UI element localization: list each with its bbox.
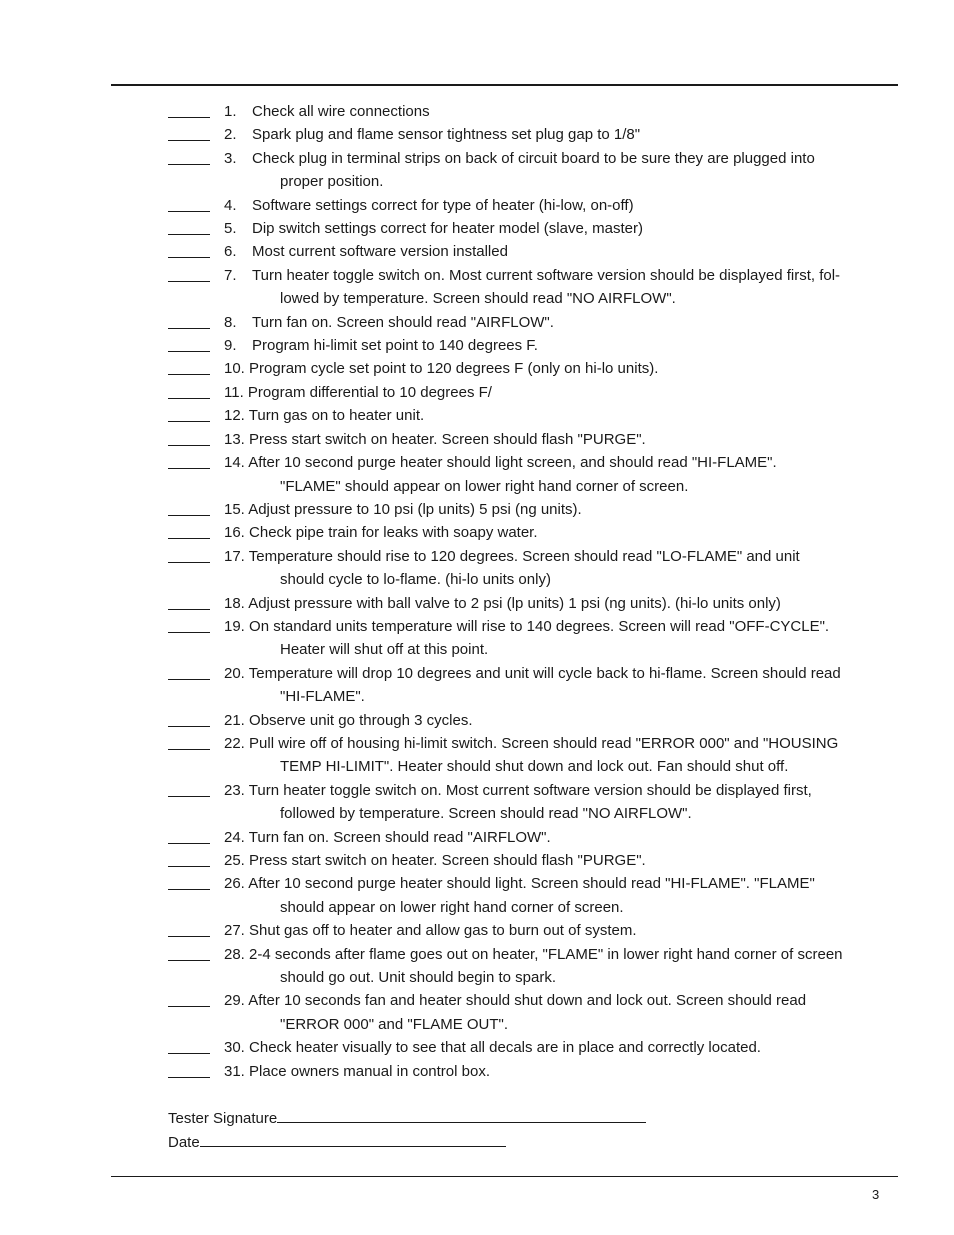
checklist-item: [0, 521, 954, 544]
date-line: [168, 1131, 506, 1151]
checklist-item: [0, 264, 954, 311]
check-blank: [168, 313, 210, 329]
checklist-item: [0, 732, 954, 779]
checklist-item-number: 12.: [224, 407, 245, 425]
checklist-item-line: [0, 147, 954, 170]
check-blank: [168, 266, 210, 282]
tester-signature-line: [168, 1107, 646, 1127]
checklist-item-text: Adjust pressure to 10 psi (lp units) 5 psi (ng units).: [248, 500, 582, 518]
checklist-item-number: 30.: [224, 1039, 245, 1057]
checklist-item-line: [0, 194, 954, 217]
checklist-item-number: 8.: [224, 313, 237, 331]
checklist-item-text: After 10 second purge heater should light. Screen should read "HI-FLAME". "FLAME": [248, 875, 815, 893]
checklist-item-line: [0, 357, 954, 380]
checklist-item-number: 20.: [224, 664, 245, 682]
inspection-checklist: [0, 100, 954, 1083]
checklist-item-text: Press start switch on heater. Screen should flash "PURGE".: [249, 852, 646, 869]
checklist-item-line: [0, 919, 954, 942]
check-blank: [168, 874, 210, 890]
checklist-item-number: 24.: [224, 828, 245, 846]
checklist-item-line: [0, 521, 954, 544]
checklist-item-line: [0, 943, 954, 966]
checklist-item: [0, 123, 954, 146]
check-blank: [168, 523, 210, 539]
checklist-item-number: 14.: [224, 454, 245, 472]
checklist-item-number: 21.: [224, 711, 245, 729]
checklist-item: [0, 1036, 954, 1059]
checklist-item: [0, 615, 954, 662]
check-blank: [168, 851, 210, 867]
checklist-item-line: [0, 1036, 954, 1059]
checklist-item-number: 7.: [224, 266, 237, 284]
checklist-item-text: Program differential to 10 degrees F/: [247, 383, 492, 401]
check-blank: [168, 336, 210, 352]
checklist-item-number: 18.: [224, 594, 245, 612]
checklist-item-continuation: "ERROR 000" and "FLAME OUT".: [280, 1015, 509, 1033]
checklist-item: [0, 240, 954, 263]
checklist-item-continuation: TEMP HI-LIMIT". Heater should shut down and lock out. Fan should shut off.: [280, 758, 789, 776]
checklist-item-line: [0, 849, 954, 872]
checklist-item-text: Shut gas off to heater and allow gas to burn out of system.: [249, 922, 637, 940]
checklist-item-line: [0, 381, 954, 404]
checklist-item-text: Temperature should rise to 120 degrees. Screen should read "LO-FLAME" and unit: [248, 547, 800, 565]
tester-signature-label: Tester Signature: [168, 1110, 278, 1127]
check-blank: [168, 242, 210, 258]
checklist-item-text: Check plug in terminal strips on back of circuit board to be sure they are plugged into: [252, 149, 815, 167]
check-blank: [168, 734, 210, 750]
checklist-item: [0, 311, 954, 334]
checklist-item: [0, 826, 954, 849]
checklist-item: [0, 662, 954, 709]
check-blank: [168, 921, 210, 937]
checklist-item-text: Turn fan on. Screen should read "AIRFLOW".: [248, 828, 551, 846]
checklist-item-continuation: "HI-FLAME".: [280, 688, 365, 706]
checklist-item: [0, 592, 954, 615]
checklist-item-number: 17.: [224, 547, 245, 565]
checklist-item-text: Pull wire off of housing hi-limit switch. Screen should read "ERROR 000" and "HOUSING: [249, 734, 839, 752]
checklist-item-text: Most current software version installed: [252, 243, 508, 261]
checklist-item-text: Turn fan on. Screen should read "AIRFLOW".: [252, 313, 554, 331]
checklist-item-continuation: should appear on lower right hand corner of screen.: [280, 898, 624, 916]
checklist-item-text: Temperature will drop 10 degrees and unit will cycle back to hi-flame. Screen should read: [248, 664, 841, 682]
check-blank: [168, 991, 210, 1007]
check-blank: [168, 430, 210, 446]
checklist-item-number: 11.: [224, 383, 244, 401]
checklist-item-text: Turn heater toggle switch on. Most current software version should be displayed first,: [248, 781, 812, 799]
check-blank: [168, 945, 210, 961]
checklist-item-continuation: should cycle to lo-flame. (hi-lo units only): [280, 571, 551, 589]
checklist-item: [0, 404, 954, 427]
checklist-item-continuation: followed by temperature. Screen should read "NO AIRFLOW".: [280, 805, 692, 823]
checklist-item-continuation: should go out. Unit should begin to spark.: [280, 969, 557, 987]
checklist-item: [0, 381, 954, 404]
checklist-item: [0, 989, 954, 1036]
checklist-item-line: [0, 826, 954, 849]
checklist-item-line: [0, 709, 954, 732]
checklist-item-text: Spark plug and flame sensor tightness set plug gap to 1/8": [252, 126, 641, 144]
checklist-item-line: [0, 217, 954, 240]
checklist-item-number: 27.: [224, 922, 245, 940]
checklist-item-line: [0, 662, 954, 685]
check-blank: [168, 781, 210, 797]
checklist-item-number: 22.: [224, 734, 245, 752]
checklist-item: [0, 357, 954, 380]
checklist-item-line: [0, 264, 954, 287]
checklist-item: [0, 919, 954, 942]
checklist-item-line: [0, 872, 954, 895]
checklist-item-line: [0, 592, 954, 615]
checklist-item-number: 31.: [224, 1062, 245, 1080]
check-blank: [168, 547, 210, 563]
checklist-item-text: Software settings correct for type of heater (hi-low, on-off): [252, 196, 634, 214]
checklist-item-line: [0, 498, 954, 521]
checklist-item: [0, 943, 954, 990]
check-blank: [168, 102, 210, 118]
date-blank: [200, 1131, 506, 1147]
check-blank: [168, 359, 210, 375]
checklist-item: [0, 428, 954, 451]
date-label: Date: [168, 1134, 200, 1151]
checklist-item-line: [0, 428, 954, 451]
checklist-item-text: Check pipe train for leaks with soapy water.: [249, 524, 538, 542]
check-blank: [168, 406, 210, 422]
checklist-item-number: 25.: [224, 852, 245, 869]
checklist-item: [0, 1060, 954, 1083]
checklist-item-number: 4.: [224, 196, 237, 214]
checklist-item: [0, 498, 954, 521]
checklist-item-number: 9.: [224, 337, 237, 355]
checklist-item-text: After 10 second purge heater should light screen, and should read "HI-FLAME".: [248, 454, 777, 472]
check-blank: [168, 453, 210, 469]
checklist-item-number: 26.: [224, 875, 245, 893]
check-blank: [168, 664, 210, 680]
check-blank: [168, 1038, 210, 1054]
check-blank: [168, 711, 210, 727]
checklist-item: [0, 545, 954, 592]
checklist-item: [0, 147, 954, 194]
checklist-item-text: Turn gas on to heater unit.: [248, 407, 425, 425]
checklist-item-number: 5.: [224, 220, 237, 238]
checklist-item: [0, 709, 954, 732]
checklist-item-text: Adjust pressure with ball valve to 2 psi (lp units) 1 psi (ng units). (hi-lo units only): [248, 594, 781, 612]
checklist-item-line: [0, 100, 954, 123]
checklist-item-text: Press start switch on heater. Screen should flash "PURGE".: [249, 430, 646, 448]
check-blank: [168, 594, 210, 610]
checklist-item-number: 29.: [224, 992, 245, 1010]
checklist-item: [0, 872, 954, 919]
checklist-item-number: 23.: [224, 781, 245, 799]
check-blank: [168, 219, 210, 235]
checklist-item-text: Program hi-limit set point to 140 degrees F.: [252, 337, 538, 355]
checklist-item-text: Dip switch settings correct for heater model (slave, master): [252, 220, 643, 238]
checklist-item-number: 2.: [224, 126, 237, 144]
checklist-item-continuation: Heater will shut off at this point.: [280, 641, 489, 659]
checklist-item: [0, 334, 954, 357]
checklist-item-line: [0, 240, 954, 263]
checklist-item-number: 3.: [224, 149, 237, 167]
checklist-item-text: Program cycle set point to 120 degrees F (only on hi-lo units).: [249, 360, 659, 378]
checklist-item-line: [0, 615, 954, 638]
header-rule: [111, 84, 898, 86]
checklist-item-text: Place owners manual in control box.: [249, 1062, 490, 1080]
check-blank: [168, 125, 210, 141]
checklist-item: [0, 217, 954, 240]
page-number: 3: [872, 1187, 880, 1202]
checklist-item-number: 15.: [224, 500, 245, 518]
checklist-item-continuation: lowed by temperature. Screen should read "NO AIRFLOW".: [280, 290, 676, 308]
checklist-item-text: After 10 seconds fan and heater should shut down and lock out. Screen should read: [248, 992, 807, 1010]
checklist-item-line: [0, 779, 954, 802]
check-blank: [168, 500, 210, 516]
checklist-item-continuation: "FLAME" should appear on lower right hand corner of screen.: [280, 477, 689, 495]
checklist-item-number: 28.: [224, 945, 245, 963]
check-blank: [168, 828, 210, 844]
checklist-item-line: [0, 311, 954, 334]
checklist-item-text: On standard units temperature will rise to 140 degrees. Screen will read "OFF-CYCLE".: [249, 617, 830, 635]
checklist-item: [0, 849, 954, 872]
checklist-item-line: [0, 732, 954, 755]
check-blank: [168, 149, 210, 165]
checklist-item-continuation: proper position.: [280, 173, 384, 191]
checklist-item-text: Observe unit go through 3 cycles.: [249, 711, 473, 729]
checklist-item: [0, 194, 954, 217]
check-blank: [168, 1062, 210, 1078]
checklist-item-number: 10.: [224, 360, 245, 378]
checklist-item-line: [0, 1060, 954, 1083]
checklist-item-text: Check all wire connections: [252, 103, 430, 120]
checklist-item-number: 13.: [224, 430, 245, 448]
check-blank: [168, 383, 210, 399]
check-blank: [168, 617, 210, 633]
checklist-item-line: [0, 404, 954, 427]
checklist-item-text: 2-4 seconds after flame goes out on heater, "FLAME" in lower right hand corner of screen: [249, 945, 843, 963]
checklist-item: [0, 779, 954, 826]
checklist-item-number: 16.: [224, 524, 245, 542]
checklist-item-text: Turn heater toggle switch on. Most current software version should be displayed first, fol-: [252, 266, 841, 284]
checklist-item-line: [0, 545, 954, 568]
checklist-item-line: [0, 451, 954, 474]
checklist-item: [0, 451, 954, 498]
tester-signature-blank: [277, 1107, 646, 1123]
footer-rule: [111, 1176, 898, 1177]
checklist-item-number: 1.: [224, 103, 237, 120]
check-blank: [168, 196, 210, 212]
checklist-item: [0, 100, 954, 123]
checklist-item-line: [0, 334, 954, 357]
checklist-item-text: Check heater visually to see that all decals are in place and correctly located.: [249, 1039, 761, 1057]
checklist-item-number: 6.: [224, 243, 237, 261]
checklist-item-line: [0, 989, 954, 1012]
checklist-item-line: [0, 123, 954, 146]
checklist-item-number: 19.: [224, 617, 245, 635]
